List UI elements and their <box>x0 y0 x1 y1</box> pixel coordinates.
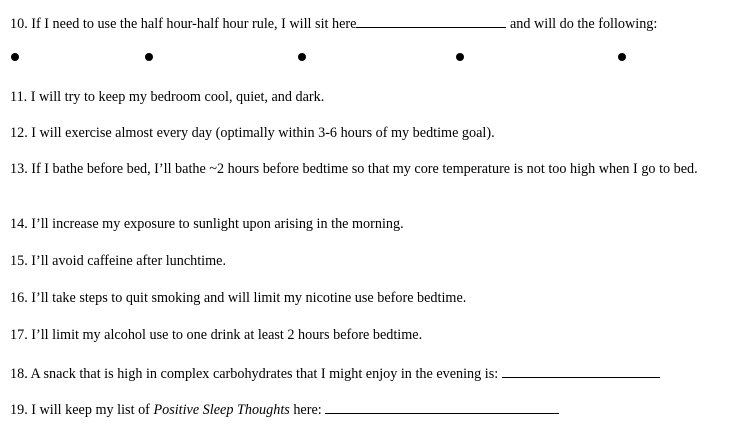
item-18 <box>10 364 660 382</box>
item-17: 17. I’ll limit my alcohol use to one drink at least 2 hours before bedtime. <box>10 327 423 343</box>
item-12: 12. I will exercise almost every day (optimally within 3-6 hours of my bedtime goal). <box>10 125 495 141</box>
bullet-1 <box>11 53 19 61</box>
item-18-text: 18. A snack that is high in complex carbohydrates that I might enjoy in the evening is: <box>10 366 502 382</box>
item-19-italic-text: Positive Sleep Thoughts <box>153 402 290 418</box>
item-19 <box>10 400 559 418</box>
item-13: 13. If I bathe before bed, I’ll bathe ~2 hours before bedtime so that my core temperature is not too high when I go to bed. <box>10 161 698 177</box>
item-16: 16. I’ll take steps to quit smoking and will limit my nicotine use before bedtime. <box>10 290 467 306</box>
bullet-4 <box>456 53 464 61</box>
item-10-text-end: and will do the following: <box>506 16 658 32</box>
bullet-5 <box>618 53 626 61</box>
item-10 <box>10 14 657 32</box>
bullet-3 <box>298 53 306 61</box>
item-19-text-start: 19. I will keep my list of <box>10 402 154 418</box>
item-14: 14. I’ll increase my exposure to sunlight upon arising in the morning. <box>10 216 404 232</box>
item-15: 15. I’ll avoid caffeine after lunchtime. <box>10 253 227 269</box>
item-19-text-end: here: <box>289 402 326 418</box>
sit-location-blank[interactable] <box>356 14 506 28</box>
item-10-text-start: 10. If I need to use the half hour-half hour rule, I will sit here <box>10 16 357 32</box>
sleep-thoughts-blank[interactable] <box>325 400 559 414</box>
item-11: 11. I will try to keep my bedroom cool, quiet, and dark. <box>10 89 325 105</box>
bullet-2 <box>145 53 153 61</box>
snack-blank[interactable] <box>502 364 660 378</box>
